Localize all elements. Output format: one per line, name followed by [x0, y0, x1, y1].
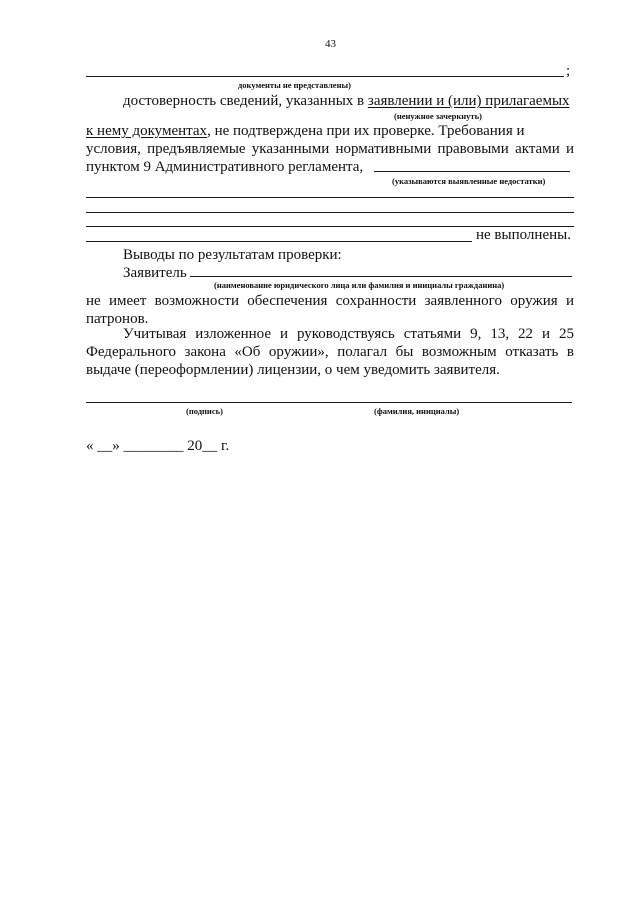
conclusions-line2: патронов. [86, 311, 149, 327]
para1-line2-underlined: к нему документах [86, 123, 208, 139]
conclusions-line1: не имеет возможности обеспечения сохранности заявленного оружия и [86, 293, 574, 309]
not-fulfilled: не выполнены. [476, 227, 571, 243]
para1-line3: условия, предъявляемые указанными нормативными правовыми актами и [86, 141, 574, 157]
blank-line [374, 171, 570, 172]
caption-name: (фамилия, инициалы) [374, 406, 460, 416]
date-year-blank: __ [202, 438, 218, 454]
conclusions-heading: Выводы по результатам проверки: [123, 247, 342, 263]
para1-lead: достоверность сведений, указанных в [123, 93, 365, 109]
caption-documents: документы не представлены) [238, 80, 351, 90]
blank-line [86, 76, 564, 77]
semicolon: ; [566, 63, 571, 79]
date-day-blank: __ [97, 438, 113, 454]
date-year-prefix: 20 [187, 438, 203, 454]
date-line [86, 437, 229, 455]
para1-underlined: заявлении и (или) прилагаемых [367, 93, 570, 109]
para1-line2-rest: , не подтверждена при их проверке. Требования и [207, 123, 525, 139]
para1-line1 [123, 92, 570, 110]
date-open-quote: « [86, 438, 94, 454]
blank-line [86, 241, 472, 242]
caption-applicant: (наименование юридического лица или фамилия и инициалы гражданина) [214, 280, 505, 290]
date-month-blank: ________ [123, 438, 184, 454]
caption-deficiencies: (указываются выявленные недостатки) [392, 176, 546, 186]
para1-line4: пунктом 9 Административного регламента, [86, 159, 364, 175]
para3-line1: Учитывая изложенное и руководствуясь статьями 9, 13, 22 и 25 [123, 326, 574, 342]
caption-signature: (подпись) [186, 406, 223, 416]
applicant-label: Заявитель [123, 265, 187, 281]
blank-line [190, 276, 572, 277]
para1-line2 [86, 122, 574, 140]
para3-line2: Федерального закона «Об оружии», полагал бы возможным отказать в [86, 344, 574, 360]
page-number: 43 [325, 38, 336, 50]
blank-line [86, 197, 574, 198]
caption-strike: (ненужное зачеркнуть) [394, 111, 482, 121]
date-year-suffix: г. [221, 438, 230, 454]
blank-line [86, 212, 574, 213]
signature-line [86, 402, 572, 403]
para3-line3: выдаче (переоформлении) лицензии, о чем уведомить заявителя. [86, 362, 500, 378]
date-close-quote: » [112, 438, 120, 454]
